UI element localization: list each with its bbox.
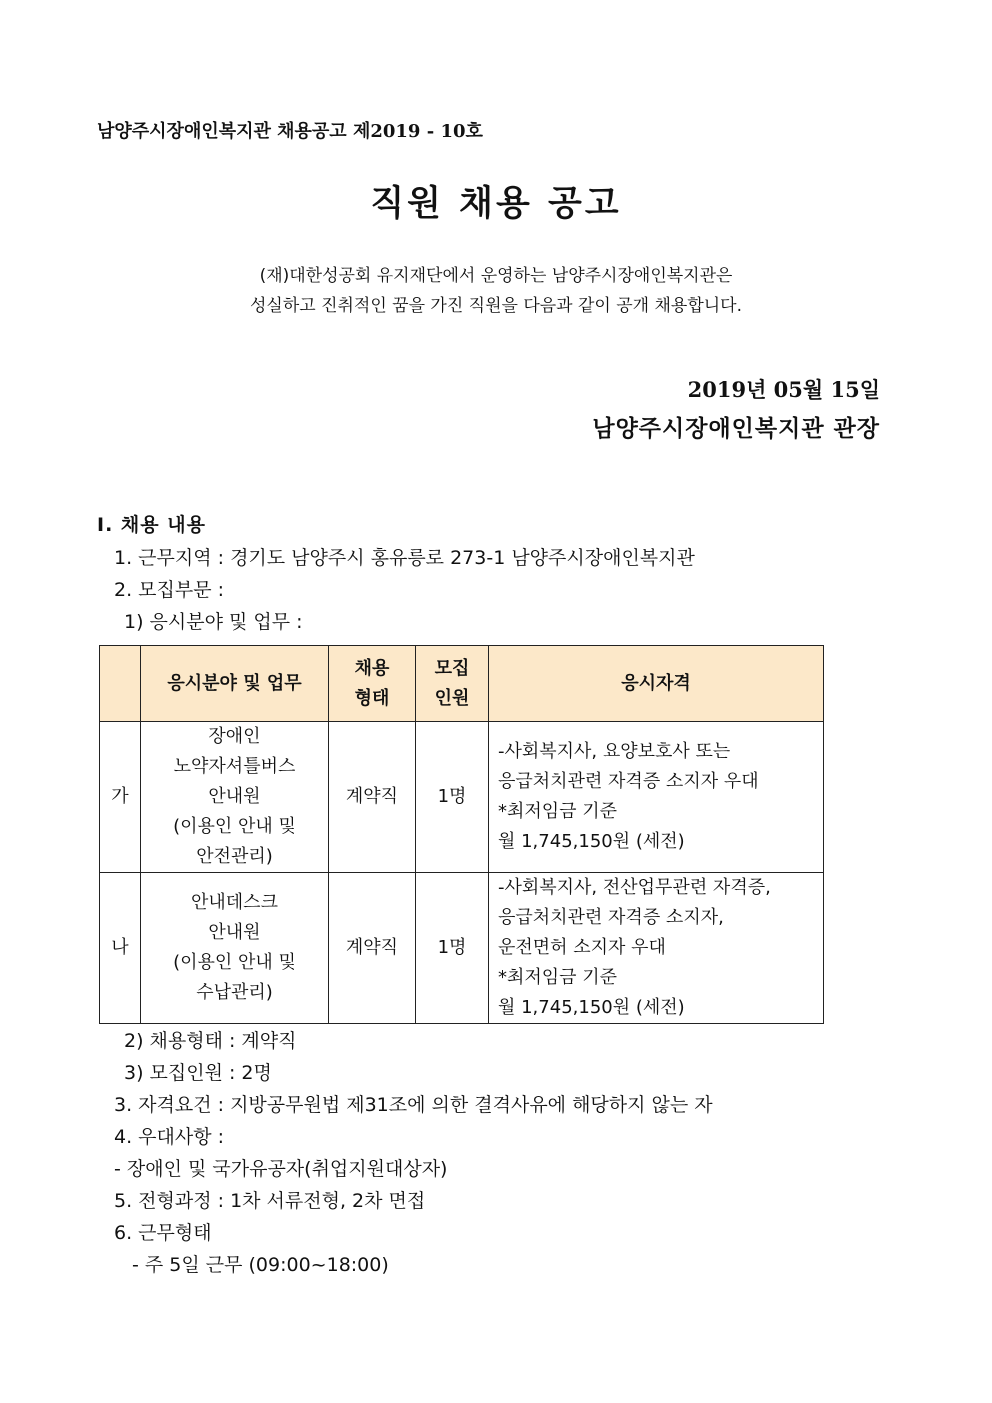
header-qualification: 응시자격 [489,646,824,722]
headcount-line: 3) 모집인원 : 2명 [124,1062,272,1084]
header-type-line-2: 형태 [354,687,390,709]
count-cell: 1명 [416,873,489,1024]
field-line: (이용인 안내 및 [173,816,296,837]
qualification-cell [489,873,824,1024]
page-title: 직원 채용 공고 [370,184,622,224]
selection-process-line: 5. 전형과정 : 1차 서류전형, 2차 면접 [114,1190,426,1212]
field-line: 안전관리) [196,846,273,867]
header-field: 응시분야 및 업무 [141,646,329,722]
eligibility-line: 3. 자격요건 : 지방공무원법 제31조에 의한 결격사유에 해당하지 않는 자 [114,1094,713,1116]
intro-line-1: (재)대한성공회 유지재단에서 운영하는 남양주시장애인복지관은 [259,266,733,286]
field-line: (이용인 안내 및 [173,952,296,973]
job-table [99,645,824,1024]
qualification-line: 응급처치관련 자격증 소지자 우대 [498,771,759,792]
field-line: 안내데스크 [191,892,278,913]
field-line: 안내원 [208,922,261,943]
field-line: 노약자셔틀버스 [173,756,296,777]
announcement-date: 2019년 05월 15일 [687,377,880,402]
recruit-section-line: 2. 모집부문 : [114,579,225,601]
work-location-line: 1. 근무지역 : 경기도 남양주시 홍유릉로 273-1 남양주시장애인복지관 [114,547,695,569]
work-hours-line: - 주 5일 근무 (09:00~18:00) [132,1254,389,1276]
preference-detail-line: - 장애인 및 국가유공자(취업지원대상자) [114,1158,448,1180]
table-row [100,722,824,873]
header-mark-cell [100,646,141,722]
qualification-line: 응급처치관련 자격증 소지자, [498,907,724,928]
field-line: 안내원 [208,786,261,807]
field-duties-line: 1) 응시분야 및 업무 : [124,611,303,633]
count-cell: 1명 [416,722,489,873]
header-type-line-1: 채용 [354,657,390,679]
intro-line-2: 성실하고 진취적인 꿈을 가진 직원을 다음과 같이 공개 채용합니다. [249,296,743,316]
qualification-line: *최저임금 기준 [498,967,618,988]
section-heading: Ⅰ. 채용 내용 [97,514,206,536]
header-type [329,646,416,722]
row-mark: 가 [100,722,141,873]
field-line: 장애인 [208,726,261,747]
qualification-cell [489,722,824,873]
header-count-line-2: 인원 [434,687,470,709]
header-count [416,646,489,722]
field-cell [141,873,329,1024]
field-line: 수납관리) [196,982,273,1003]
qualification-line: 월 1,745,150원 (세전) [498,831,685,852]
qualification-line: *최저임금 기준 [498,801,618,822]
row-mark: 나 [100,873,141,1024]
field-cell [141,722,329,873]
header-count-line-1: 모집 [434,657,470,679]
signature-organization: 남양주시장애인복지관 관장 [592,415,880,442]
qualification-line: 운전면허 소지자 우대 [498,937,666,958]
type-cell: 계약직 [329,722,416,873]
notice-number: 남양주시장애인복지관 채용공고 제2019 - 10호 [97,121,483,142]
table-row [100,873,824,1024]
work-pattern-line: 6. 근무형태 [114,1222,212,1244]
employment-type-line: 2) 채용형태 : 계약직 [124,1030,297,1052]
preference-line: 4. 우대사항 : [114,1126,225,1148]
qualification-line: 월 1,745,150원 (세전) [498,997,685,1018]
table-header-row [100,646,824,722]
qualification-line: -사회복지사, 전산업무관련 자격증, [498,877,771,898]
type-cell: 계약직 [329,873,416,1024]
qualification-line: -사회복지사, 요양보호사 또는 [498,741,731,762]
